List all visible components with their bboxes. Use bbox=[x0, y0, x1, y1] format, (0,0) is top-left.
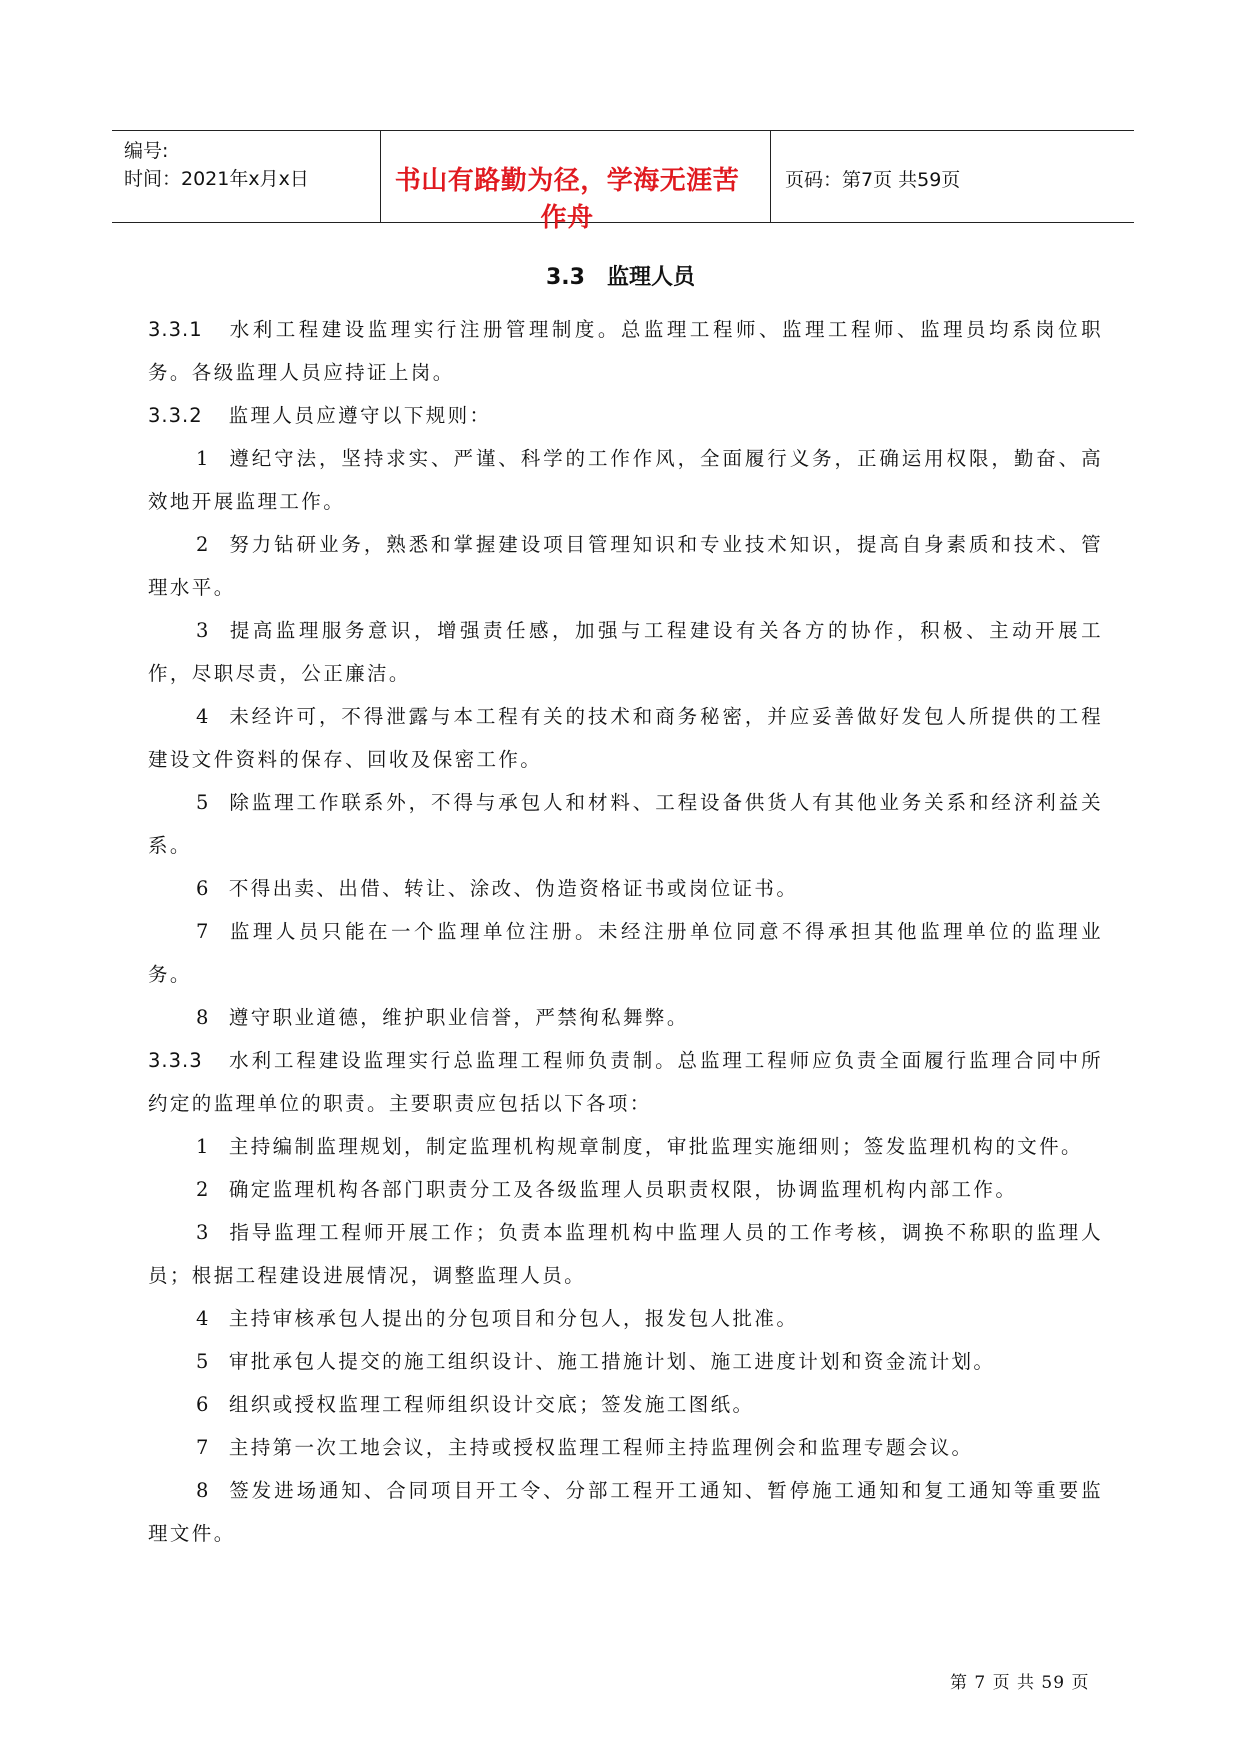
list-item bbox=[148, 1168, 1103, 1211]
date-label: 时间：2021年x月x日 bbox=[124, 168, 309, 190]
section-title bbox=[0, 260, 1241, 291]
item-number: 5 bbox=[196, 791, 211, 814]
paragraph-text: 确定监理机构各部门职责分工及各级监理人员职责权限，协调监理机构内部工作。 bbox=[228, 1178, 1018, 1201]
item-number: 6 bbox=[196, 1393, 211, 1416]
list-item bbox=[148, 609, 1103, 695]
item-number: 7 bbox=[196, 920, 211, 943]
item-number: 4 bbox=[196, 705, 211, 728]
paragraph-text: 未经许可，不得泄露与本工程有关的技术和商务秘密，并应妥善做好发包人所提供的工程建设文件资料的保存、回收及保密工作。 bbox=[148, 705, 1103, 771]
item-number: 1 bbox=[196, 1135, 211, 1158]
header-top-rule bbox=[112, 130, 1134, 131]
list-item bbox=[148, 1125, 1103, 1168]
list-item bbox=[148, 523, 1103, 609]
clause-paragraph bbox=[148, 394, 1103, 437]
item-number: 8 bbox=[196, 1006, 211, 1029]
paragraph-text: 遵守职业道德，维护职业信誉，严禁徇私舞弊。 bbox=[228, 1006, 689, 1029]
paragraph-text: 遵纪守法，坚持求实、严谨、科学的工作作风，全面履行义务，正确运用权限，勤奋、高效地开展监理工作。 bbox=[148, 447, 1103, 513]
list-item bbox=[148, 1469, 1103, 1555]
clause-number: 3.3.3 bbox=[148, 1049, 203, 1072]
paragraph-text: 签发进场通知、合同项目开工令、分部工程开工通知、暂停施工通知和复工通知等重要监理文件。 bbox=[148, 1479, 1103, 1545]
list-item bbox=[148, 1426, 1103, 1469]
paragraph-text: 水利工程建设监理实行注册管理制度。总监理工程师、监理工程师、监理员均系岗位职务。各级监理人员应持证上岗。 bbox=[148, 318, 1103, 384]
header-divider-left bbox=[380, 130, 381, 222]
item-number: 1 bbox=[196, 447, 211, 470]
header-slogan: 书山有路勤为径，学海无涯苦作舟 bbox=[394, 166, 740, 233]
paragraph-text: 主持审核承包人提出的分包项目和分包人，报发包人批准。 bbox=[228, 1307, 799, 1330]
code-label: 编号: bbox=[124, 140, 169, 162]
list-item bbox=[148, 1297, 1103, 1340]
page-info: 页码：第7页 共59页 bbox=[785, 169, 961, 191]
item-number: 3 bbox=[196, 1221, 211, 1244]
item-number: 2 bbox=[196, 1178, 211, 1201]
paragraph-text: 提高监理服务意识，增强责任感，加强与工程建设有关各方的协作，积极、主动开展工作，尽职尽责，公正廉洁。 bbox=[148, 619, 1103, 685]
list-item bbox=[148, 695, 1103, 781]
paragraph-text: 水利工程建设监理实行总监理工程师负责制。总监理工程师应负责全面履行监理合同中所约定的监理单位的职责。主要职责应包括以下各项： bbox=[148, 1049, 1103, 1115]
section-title-text: 监理人员 bbox=[606, 265, 695, 290]
paragraph-text: 组织或授权监理工程师组织设计交底；签发施工图纸。 bbox=[228, 1393, 755, 1416]
list-item bbox=[148, 867, 1103, 910]
item-number: 7 bbox=[196, 1436, 211, 1459]
item-number: 2 bbox=[196, 533, 211, 556]
item-number: 3 bbox=[196, 619, 211, 642]
paragraph-text: 除监理工作联系外，不得与承包人和材料、工程设备供货人有其他业务关系和经济利益关系。 bbox=[148, 791, 1103, 857]
list-item bbox=[148, 1340, 1103, 1383]
paragraph-text: 监理人员只能在一个监理单位注册。未经注册单位同意不得承担其他监理单位的监理业务。 bbox=[148, 920, 1103, 986]
clause-paragraph bbox=[148, 308, 1103, 394]
page-footer: 第 7 页 共 59 页 bbox=[950, 1673, 1090, 1693]
list-item bbox=[148, 996, 1103, 1039]
paragraph-text: 主持第一次工地会议，主持或授权监理工程师主持监理例会和监理专题会议。 bbox=[228, 1436, 974, 1459]
page-header bbox=[112, 130, 1134, 233]
paragraph-text: 指导监理工程师开展工作；负责本监理机构中监理人员的工作考核，调换不称职的监理人员；根据工程建设进展情况，调整监理人员。 bbox=[148, 1221, 1103, 1287]
list-item bbox=[148, 781, 1103, 867]
item-number: 4 bbox=[196, 1307, 211, 1330]
list-item bbox=[148, 1383, 1103, 1426]
clause-number: 3.3.2 bbox=[148, 404, 203, 427]
header-divider-right bbox=[770, 130, 771, 222]
item-number: 6 bbox=[196, 877, 211, 900]
section-number: 3.3 bbox=[546, 265, 585, 290]
paragraph-text: 监理人员应遵守以下规则： bbox=[228, 404, 492, 427]
item-number: 8 bbox=[196, 1479, 211, 1502]
clause-number: 3.3.1 bbox=[148, 318, 203, 341]
document-body bbox=[148, 308, 1103, 1555]
clause-paragraph bbox=[148, 1039, 1103, 1125]
paragraph-text: 主持编制监理规划，制定监理机构规章制度，审批监理实施细则；签发监理机构的文件。 bbox=[228, 1135, 1083, 1158]
list-item bbox=[148, 1211, 1103, 1297]
list-item bbox=[148, 910, 1103, 996]
paragraph-text: 不得出卖、出借、转让、涂改、伪造资格证书或岗位证书。 bbox=[228, 877, 799, 900]
list-item bbox=[148, 437, 1103, 523]
paragraph-text: 审批承包人提交的施工组织设计、施工措施计划、施工进度计划和资金流计划。 bbox=[228, 1350, 996, 1373]
item-number: 5 bbox=[196, 1350, 211, 1373]
paragraph-text: 努力钻研业务，熟悉和掌握建设项目管理知识和专业技术知识，提高自身素质和技术、管理水平。 bbox=[148, 533, 1103, 599]
